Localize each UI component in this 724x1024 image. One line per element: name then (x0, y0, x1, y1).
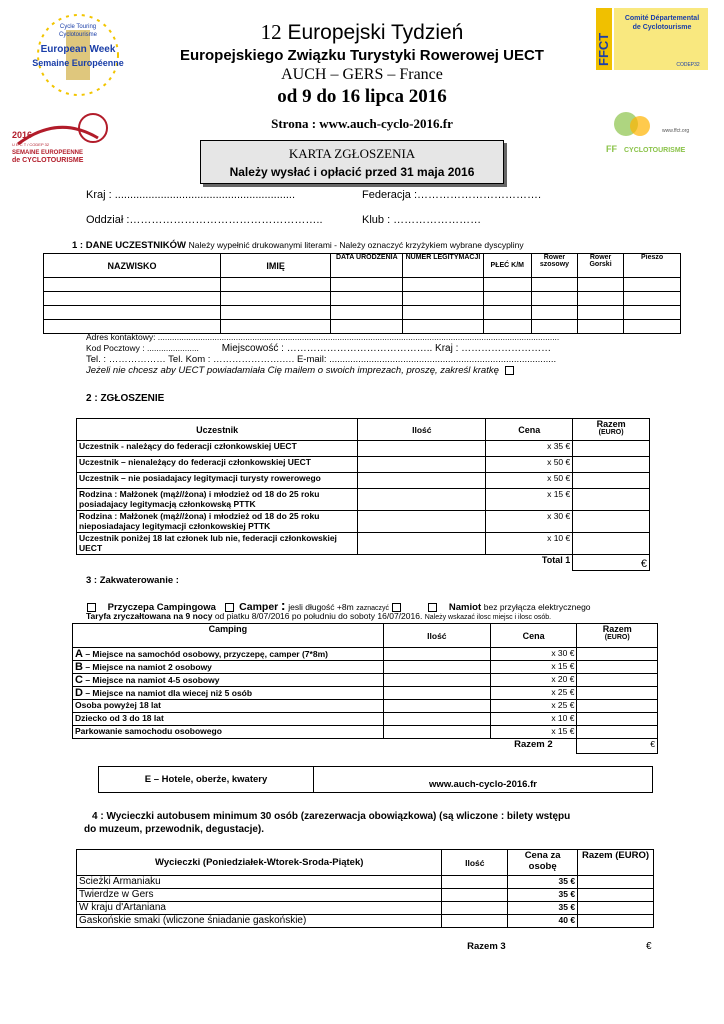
registration-card-box (200, 140, 504, 184)
total-cell[interactable] (578, 889, 654, 902)
col-razem (577, 624, 658, 648)
total-cell[interactable] (573, 511, 650, 533)
logo-ff: FF (606, 144, 617, 154)
table-row (73, 700, 658, 713)
tariff-label: Taryfa zryczałtowana na 9 nocy (86, 611, 213, 621)
col-rower-szosowy: Rower szosowy (531, 254, 577, 278)
col-uczestnik: Uczestnik (77, 419, 358, 441)
quantity-cell[interactable] (383, 713, 490, 726)
table-row (77, 441, 650, 457)
section4-title: 4 : Wycieczki autobusem minimum 30 osób (zarezerwacja obowiązkowa) (są wliczone : bilety wstępu do muzeum, przewodnik, degustacje). (84, 811, 571, 835)
quantity-cell[interactable] (383, 648, 490, 661)
razem-label: Razem (602, 624, 632, 634)
price-cell: x 25 € (490, 687, 577, 700)
price-cell: x 35 € (486, 441, 573, 457)
row-label: Uczestnik – nie posiadajacy legitymacji turysty rowerowego (77, 473, 358, 489)
total-cell[interactable] (577, 661, 658, 674)
price-cell: x 15 € (490, 661, 577, 674)
row-text: – Miejsce na samochód osobowy, przyczepę, camper (7*8m) (82, 649, 328, 659)
logo-codep: U E C T / CODEP 32 (12, 142, 50, 147)
col-razem-euro: Razem (EURO) (578, 850, 654, 876)
title-text: Europejski Tydzień (287, 21, 464, 44)
total-cell[interactable] (577, 687, 658, 700)
row-label (73, 687, 384, 700)
logo-text-1: Cycle Touring (59, 24, 97, 30)
tariff-line (86, 611, 551, 621)
row-text: Parkowanie samochodu osobowego (75, 726, 222, 736)
ffct-logo (604, 104, 690, 158)
optout-checkbox[interactable] (505, 366, 514, 375)
row-text: – Miejsce na namiot 2 osobowy (82, 662, 212, 672)
table-row (73, 648, 658, 661)
col-cena: Cena (486, 419, 573, 441)
card-title: KARTA ZGŁOSZENIA (288, 146, 416, 161)
price-cell: 35 € (508, 876, 578, 889)
logo-codep32: CODEP32 (676, 62, 700, 68)
logo-text-2: Cyclotourisme (58, 32, 98, 38)
camper-note2: zaznaczyć (356, 605, 389, 612)
title-location: AUCH – GERS – France (281, 66, 443, 83)
logo-year: 2016 (12, 130, 33, 140)
caravan-label: Przyczepa Campingowa (107, 602, 216, 613)
table-row[interactable] (44, 278, 681, 292)
logo-url: www.ffct.org (662, 128, 690, 134)
row-letter: B (75, 661, 83, 673)
hotels-table (98, 766, 653, 793)
hotels-label: E – Hotele, oberże, kwatery (99, 767, 314, 793)
col-razem (573, 419, 650, 441)
logo-semaine: SEMAINE EUROPEENNE (12, 150, 84, 156)
price-cell: x 50 € (486, 473, 573, 489)
logo-text-4: Semaine Européenne (32, 58, 124, 68)
total1-label: Total 1 (541, 555, 571, 565)
federacja-field[interactable]: Federacja :……………………………. (362, 189, 542, 201)
oddzial-field[interactable]: Oddział :…………………………………………….. (86, 214, 323, 226)
col-numer-legitymacji: NUMER LEGITYMACJI (403, 254, 483, 278)
european-week-logo (32, 10, 124, 100)
row-text: Osoba powyżej 18 lat (75, 700, 161, 710)
total2-value[interactable]: € (577, 739, 658, 754)
row-label: Twierdze w Gers (77, 889, 442, 902)
logo-ffct-cyclo: CYCLOTOURISME (624, 147, 686, 154)
col-nazwisko: NAZWISKO (44, 254, 221, 278)
table-row (77, 473, 650, 489)
row-label: Rodzina : Małżonek (mąż//żona) i młodzież od 18 do 25 roku posiadajacy legitymacją członkowską PTTK (77, 489, 358, 511)
col-ilosc: Ilość (358, 419, 486, 441)
row-label: Uczestnik poniżej 18 lat członek lub nie, federacji członkowskiej UECT (77, 533, 358, 555)
quantity-cell[interactable] (358, 489, 486, 511)
quantity-cell[interactable] (383, 661, 490, 674)
title-number: 12 (260, 20, 282, 44)
quantity-cell[interactable] (383, 674, 490, 687)
total-cell[interactable] (573, 441, 650, 457)
section1-number: 1 : (72, 240, 84, 251)
quantity-cell[interactable] (358, 473, 486, 489)
total-cell[interactable] (577, 674, 658, 687)
row-letter: A (75, 648, 83, 660)
total-cell[interactable] (577, 700, 658, 713)
table-row (73, 661, 658, 674)
euro-label: (EURO) (598, 429, 624, 436)
title-website: Strona : www.auch-cyclo-2016.fr (271, 116, 453, 131)
total-cell[interactable] (577, 648, 658, 661)
quantity-cell[interactable] (358, 533, 486, 555)
table-row (77, 876, 654, 889)
tent-note: bez przyłącza elektrycznego (483, 602, 591, 612)
col-wycieczki: Wycieczki (Poniedziałek-Wtorek-Sroda-Piątek) (77, 850, 442, 876)
page-title (140, 20, 584, 45)
row-label (73, 674, 384, 687)
total-cell[interactable] (577, 726, 658, 739)
total-cell[interactable] (577, 713, 658, 726)
section2-title: 2 : ZGŁOSZENIE (86, 393, 165, 404)
table-row (77, 889, 654, 902)
total-cell[interactable] (578, 915, 654, 928)
price-cell: x 30 € (486, 511, 573, 533)
row-label (73, 648, 384, 661)
col-pieszo: Pieszo (624, 254, 681, 278)
quantity-cell[interactable] (383, 687, 490, 700)
price-cell: x 15 € (486, 489, 573, 511)
table-row[interactable] (44, 292, 681, 306)
row-text: Dziecko od 3 do 18 lat (75, 713, 164, 723)
camper-colon: : (280, 597, 286, 613)
euro-label: (EURO) (604, 634, 630, 641)
registration-table (76, 418, 650, 571)
participants-table (43, 253, 681, 334)
row-text: – Miejsce na namiot 4-5 osobowy (82, 675, 220, 685)
table-row (77, 457, 650, 473)
logo-ffct: FFCT (596, 32, 611, 66)
kraj-field[interactable]: Kraj : ........................................................... (86, 189, 296, 201)
table-row (73, 687, 658, 700)
quantity-cell[interactable] (358, 511, 486, 533)
quantity-cell[interactable] (442, 876, 508, 889)
total-cell[interactable] (573, 457, 650, 473)
quantity-cell[interactable] (442, 902, 508, 915)
col-imie: IMIĘ (220, 254, 330, 278)
total1-value[interactable]: € (573, 555, 650, 571)
table-row (73, 674, 658, 687)
table-row (77, 511, 650, 533)
col-ilosc: Ilość (383, 624, 490, 648)
total-cell[interactable] (578, 902, 654, 915)
hotels-site[interactable]: www.auch-cyclo-2016.fr (314, 767, 653, 793)
col-plec: PŁEĆ K/M (483, 254, 531, 278)
postcode-city-line (86, 343, 686, 354)
section1-title: DANE UCZESTNIKÓW (85, 240, 187, 251)
row-label: Rodzina : Małżonek (mąż//żona) i młodzież od 18 do 25 roku nieposiadajacy legitymacji członkowskiej PTTK (77, 511, 358, 533)
price-cell: x 10 € (486, 533, 573, 555)
tariff-dates: od piatku 8/07/2016 po południu do soboty 16/07/2016. (214, 611, 423, 621)
city-field[interactable]: Miejscowość : …………………………………….. Kraj : ……………………… (221, 343, 552, 354)
row-label: Uczestnik – nienależący do federacji członkowskiej UECT (77, 457, 358, 473)
postcode-field[interactable]: Kod Pocztowy : ...................... (86, 343, 199, 353)
price-cell: x 20 € (490, 674, 577, 687)
card-subtitle: Należy wysłać i opłacić przed 31 maja 2016 (229, 165, 475, 179)
row-label: Scieżki Armaniaku (77, 876, 442, 889)
camper-label: Camper (239, 601, 279, 613)
phone-field[interactable]: Tel. : ……………… Tel. Kom : ………………….…. E-mail: ...................................................................................... (86, 354, 557, 365)
logo-cyclo: de CYCLOTOURISME (12, 157, 84, 164)
camper-note: jesli długość +8m (288, 602, 354, 612)
col-cena-za-osobe: Cena za osobę (508, 850, 578, 876)
table-row[interactable] (44, 306, 681, 320)
price-cell: x 50 € (486, 457, 573, 473)
quantity-cell[interactable] (358, 457, 486, 473)
semaine-europeenne-logo (8, 104, 108, 164)
excursions-table (76, 849, 654, 952)
logo-text-3: European Week (40, 44, 116, 55)
col-camping: Camping (73, 624, 384, 648)
row-label: W kraju d'Artaniana (77, 902, 442, 915)
row-label: Gaskońskie smaki (wliczone śniadanie gaskońskie) (77, 915, 442, 928)
col-data-urodzenia: DATA URODZENIA (331, 254, 403, 278)
col-rower-gorski: Rower Gorski (578, 254, 624, 278)
row-label (73, 726, 384, 739)
total3-value[interactable]: € (645, 940, 652, 952)
quantity-cell[interactable] (442, 915, 508, 928)
price-cell: x 30 € (490, 648, 577, 661)
table-row (73, 713, 658, 726)
optout-line (86, 365, 686, 376)
row-letter: D (75, 687, 83, 699)
col-ilosc: Ilość (442, 850, 508, 876)
section1-note: Należy wypełnić drukowanymi literami - Należy oznaczyć krzyżykiem wybrane dyscypliny (188, 240, 524, 250)
quantity-cell[interactable] (383, 700, 490, 713)
section3-title: 3 : Zakwaterowanie : (86, 575, 179, 586)
row-label: Uczestnik - należący do federacji członkowskiej UECT (77, 441, 358, 457)
section1-heading (72, 240, 524, 251)
total2-label: Razem 2 (514, 739, 553, 750)
row-label (73, 700, 384, 713)
klub-field[interactable]: Klub : …………………… (362, 214, 482, 226)
logo-cyclotourisme: de Cyclotourisme (632, 24, 692, 31)
total-cell[interactable] (573, 473, 650, 489)
table-row (77, 489, 650, 511)
table-row (77, 533, 650, 555)
total3-label: Razem 3 (467, 940, 506, 952)
razem-label: Razem (596, 419, 626, 429)
total-cell[interactable] (573, 489, 650, 511)
table-row (73, 726, 658, 739)
col-cena: Cena (490, 624, 577, 648)
table-row (77, 915, 654, 928)
price-cell: x 10 € (490, 713, 577, 726)
quantity-cell[interactable] (383, 726, 490, 739)
row-text: – Miejsce na namiot dla wiecej niż 5 osób (82, 688, 253, 698)
row-letter: C (75, 674, 83, 686)
total-cell[interactable] (578, 876, 654, 889)
price-cell: x 25 € (490, 700, 577, 713)
title-subtitle: Europejskiego Związku Turystyki Rowerowej UECT (180, 47, 544, 64)
codep-logo (596, 8, 708, 70)
price-cell: x 15 € (490, 726, 577, 739)
quantity-cell[interactable] (358, 441, 486, 457)
table-row (77, 902, 654, 915)
row-label (73, 661, 384, 674)
logo-comite: Comité Départemental (624, 15, 700, 22)
tent-label: Namiot (448, 602, 482, 613)
quantity-cell[interactable] (442, 889, 508, 902)
optout-text: Jeżeli nie chcesz aby UECT powiadamiała Cię mailem o swoich imprezach, proszę, zakreśl kratkę (86, 365, 499, 376)
address-field[interactable]: Adres kontaktowy: .......................................................................................................................................................................... (86, 332, 560, 342)
row-label (73, 713, 384, 726)
tariff-note: Należy wskazać ilosc miejsc i ilosc osób. (424, 614, 552, 621)
title-dates: od 9 do 16 lipca 2016 (277, 86, 447, 107)
price-cell: 35 € (508, 889, 578, 902)
total-cell[interactable] (573, 533, 650, 555)
camping-table (72, 623, 658, 754)
price-cell: 35 € (508, 902, 578, 915)
price-cell: 40 € (508, 915, 578, 928)
